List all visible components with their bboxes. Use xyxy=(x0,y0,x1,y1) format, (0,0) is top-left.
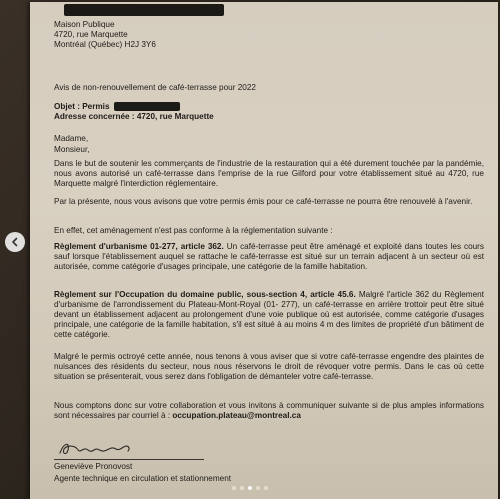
sender-block xyxy=(54,20,484,50)
objet-line xyxy=(54,102,484,112)
letter-page xyxy=(30,2,498,499)
carousel-dot[interactable] xyxy=(232,486,236,490)
signature xyxy=(56,440,146,458)
regulation-2-title: Règlement sur l'Occupation du domaine public, sous-section 4, article 45.6. xyxy=(54,290,356,299)
objet-label: Objet : Permis xyxy=(54,102,110,111)
subject-line: Avis de non-renouvellement de café-terrasse pour 2022 xyxy=(54,83,256,92)
paragraph-2: Par la présente, nous vous avisons que votre permis émis pour ce café-terrasse ne pourra être renouvelé à l'avenir. xyxy=(54,197,473,206)
paragraph-4: Malgré le permis octroyé cette année, nous tenons à vous aviser que si votre café-terrasse engendre des plaintes de nuisances des résidents du secteur, nous nous réservons le droit de révoquer votre permis. Dans le cas où cette situation se présenterait, vous serez dans l'obligation de démanteler votre café-terrasse. xyxy=(54,352,484,381)
sender-city: Montréal (Québec) H2J 3Y6 xyxy=(54,39,156,49)
regulation-1-text: Un café-terrasse peut être aménagé et exploité dans toutes les cours sauf lorsque l'établissement auquel se rattache le café-terrasse est situé sur un terrain adjacent à un secteur où est autorisée, comme catégorie d'usages principale, une catégorie de la famille habitation. xyxy=(54,242,485,271)
regulation-2-text: Malgré l'article 362 du Règlement d'urbanisme de l'arrondissement du Plateau-Mont-Royal (01- 277), un café-terrasse en arrière trottoir peut être situé devant un établissement adjacent au prolongement d'une voie publique où est autorisée, comme catégorie d'usages principale, une catégorie de la famille habitation, s'il est situé à au moins 4 m des limites de propriété d'un bâtiment de cette catégorie. xyxy=(54,290,484,339)
paragraph-5 xyxy=(54,401,484,421)
paragraph-5-text: Nous comptons donc sur votre collaboration et vous invitons à communiquer suivante si de plus amples informations sont nécessaires par courriel à : xyxy=(54,401,484,420)
salutation-madame: Madame, xyxy=(54,134,89,143)
signature-line xyxy=(54,459,204,460)
carousel-dot[interactable] xyxy=(256,486,260,490)
sender-street: 4720, rue Marquette xyxy=(54,29,128,39)
signer-name: Geneviève Pronovost xyxy=(54,462,133,471)
previous-slide-button[interactable] xyxy=(5,232,25,252)
paragraph-3: En effet, cet aménagement n'est pas conforme à la réglementation suivante : xyxy=(54,226,333,235)
sender-name: Maison Publique xyxy=(54,20,115,29)
regulation-2 xyxy=(54,290,484,340)
carousel-dot[interactable] xyxy=(264,486,268,490)
carousel-dot[interactable] xyxy=(240,486,244,490)
carousel-dot[interactable] xyxy=(248,486,252,490)
salutation-monsieur: Monsieur, xyxy=(54,145,90,154)
chevron-left-icon xyxy=(10,237,20,247)
paragraph-1: Dans le but de soutenir les commerçants de l'industrie de la restauration qui a été durement touchée par la pandémie, nous avons autorisé un café-terrasse dans l'emprise de la rue Gilford pour votre établissement situé au 4720, rue Marquette malgré l'interdiction réglementaire. xyxy=(54,159,484,188)
adresse-line: Adresse concernée : 4720, rue Marquette xyxy=(54,112,214,121)
email-link[interactable]: occupation.plateau@montreal.ca xyxy=(172,410,301,420)
redacted-permit-number xyxy=(114,102,180,111)
redacted-header xyxy=(64,4,224,16)
signer-title: Agente technique en circulation et stationnement xyxy=(54,474,232,483)
regulation-1-title: Règlement d'urbanisme 01-277, article 362. xyxy=(54,242,224,251)
regulation-1 xyxy=(54,242,484,272)
carousel-dots xyxy=(0,486,500,494)
